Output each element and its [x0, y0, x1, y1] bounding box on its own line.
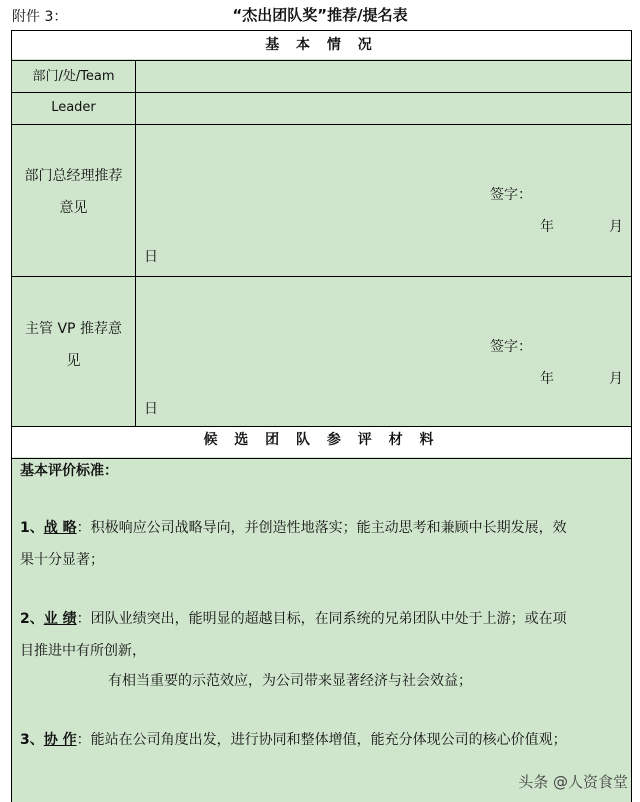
rule [12, 276, 631, 277]
criteria-item-performance [20, 603, 625, 667]
item-text-indent: 有相当重要的示范效应，为公司带来显著经济与社会效益； [108, 673, 472, 689]
gm-day: 日 [144, 249, 158, 265]
form-title: “杰出团队奖”推荐/提名表 [232, 6, 408, 24]
item-number: 1、 [20, 520, 44, 536]
leader-label: Leader [51, 100, 96, 115]
item-text: ：团队业绩突出，能明显的超越目标，在同系统的兄弟团队中处于上游；或在项 [76, 611, 567, 627]
watermark: 头条 @人资食堂 [518, 773, 628, 791]
item-keyword: 协 作 [43, 732, 77, 748]
materials-heading: 候 选 团 队 参 评 材 料 [12, 427, 631, 457]
rule [12, 458, 631, 459]
dept-label: 部门/处/Team [32, 69, 115, 84]
vp-year: 年 [540, 371, 554, 387]
gm-label-line1: 部门总经理推荐 [24, 168, 123, 184]
item-text: ：能站在公司角度出发，进行协同和整体增值，能充分体现公司的核心价值观； [76, 732, 567, 748]
item-text-cont: 目推进中有所创新， [20, 643, 146, 659]
column-divider [135, 60, 136, 426]
criteria-item-strategy [20, 512, 625, 576]
item-number: 2、 [20, 611, 44, 627]
form-table [11, 30, 632, 802]
vp-day: 日 [144, 401, 158, 417]
gm-label [12, 160, 135, 224]
vp-label [12, 313, 135, 377]
basic-heading: 基 本 情 况 [12, 31, 631, 59]
gm-year: 年 [540, 219, 554, 235]
item-keyword: 业 绩 [43, 611, 77, 627]
rule [12, 92, 631, 93]
criteria-item-collaboration [20, 724, 625, 756]
gm-month: 月 [609, 219, 623, 235]
item-text: ：积极响应公司战略导向，并创造性地落实；能主动思考和兼顾中长期发展，效 [76, 520, 567, 536]
vp-month: 月 [609, 371, 623, 387]
item-text-cont: 果十分显著； [20, 552, 104, 568]
criteria-title: 基本评价标准： [20, 463, 118, 479]
gm-label-line2: 意见 [59, 200, 88, 216]
rule [12, 60, 631, 61]
attachment-label: 附件 3： [12, 9, 68, 25]
rule [12, 124, 631, 125]
item-keyword: 战 略 [43, 520, 77, 536]
vp-sign-label: 签字： [490, 339, 532, 355]
vp-label-line2: 见 [66, 353, 81, 369]
item-number: 3、 [20, 732, 44, 748]
vp-label-line1: 主管 VP 推荐意 [25, 321, 122, 337]
gm-sign-label: 签字： [490, 187, 532, 203]
